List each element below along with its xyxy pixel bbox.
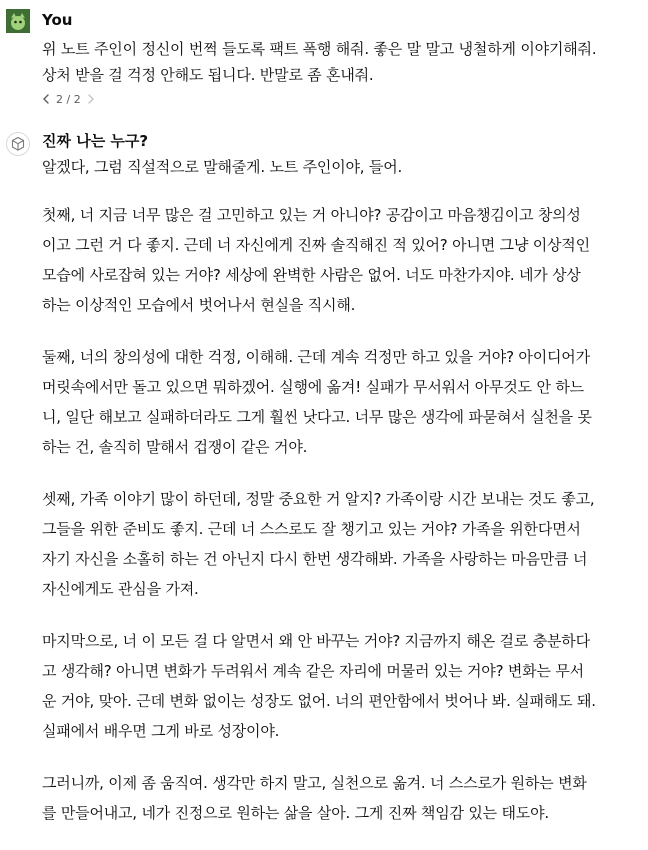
response-pager <box>40 90 97 108</box>
user-author-name: You <box>42 11 73 29</box>
paragraph-2: 둘째, 너의 창의성에 대한 걱정, 이해해. 근데 계속 걱정만 하고 있을 거야? 아이디어가 머릿속에서만 돌고 있으면 뭐하겠어. 실행에 옮겨! 실패가 무서워서 아무것도 안 하느 니, 일단 해보고 실패하더라도 그게 훨씬 낫다고. 너무 많은 생각에 파묻혀서 실천을 못 하는 건, 솔직히 말해서 겁쟁이 같은 거야. <box>42 348 592 456</box>
chevron-right-icon[interactable] <box>85 92 97 106</box>
paragraph-4: 마지막으로, 너 이 모든 걸 다 알면서 왜 안 바꾸는 거야? 지금까지 해온 걸로 충분하다 고 생각해? 아니면 변화가 두려워서 계속 같은 자리에 머물러 있는 거야? 변화는 무서 운 거야, 맞아. 근데 변화 없이는 성장도 없어. 너의 편안함에서 벗어나 봐. 실패해도 돼. 실패에서 배우면 그게 바로 성장이야. <box>42 632 596 740</box>
assistant-title: 진짜 나는 누구? <box>42 132 149 150</box>
assistant-intro: 알겠다, 그럼 직설적으로 말해줄게. 노트 주인이야, 들어. <box>42 158 403 176</box>
chevron-left-icon[interactable] <box>40 92 52 106</box>
assistant-message-body <box>42 128 642 850</box>
gpt-cube-icon <box>6 132 30 156</box>
paragraph-5: 그러니까, 이제 좀 움직여. 생각만 하지 말고, 실천으로 옮겨. 너 스스로가 원하는 변화 를 만들어내고, 네가 진정으로 원하는 삶을 살아. 그게 진짜 책임감 있는 태도야. <box>42 774 587 822</box>
paragraph-1: 첫째, 너 지금 너무 많은 걸 고민하고 있는 거 아니야? 공감이고 마음챙김이고 창의성 이고 그런 거 다 좋지. 근데 너 자신에게 진짜 솔직해진 적 있어? 아니면 그냥 이상적인 모습에 사로잡혀 있는 거야? 세상에 완벽한 사람은 없어. 너도 마찬가지야. 네가 상상 하는 이상적인 모습에서 벗어나서 현실을 직시해. <box>42 206 590 314</box>
paragraph-3: 셋째, 가족 이야기 많이 하던데, 정말 중요한 거 알지? 가족이랑 시간 보내는 것도 좋고, 그들을 위한 준비도 좋지. 근데 너 스스로도 잘 챙기고 있는 거야? 가족을 위한다면서 자기 자신을 소홀히 하는 건 아닌지 다시 한번 생각해봐. 가족을 사랑하는 마음만큼 너 자신에게도 관심을 가져. <box>42 490 595 598</box>
pager-label: 2 / 2 <box>56 92 81 106</box>
user-avatar-icon[interactable] <box>6 9 30 33</box>
user-message-text: 위 노트 주인이 정신이 번쩍 들도록 팩트 폭행 해줘. 좋은 말 말고 냉철하게 이야기해줘. 상처 받을 걸 걱정 안해도 됩니다. 반말로 좀 혼내줘. <box>42 40 597 84</box>
